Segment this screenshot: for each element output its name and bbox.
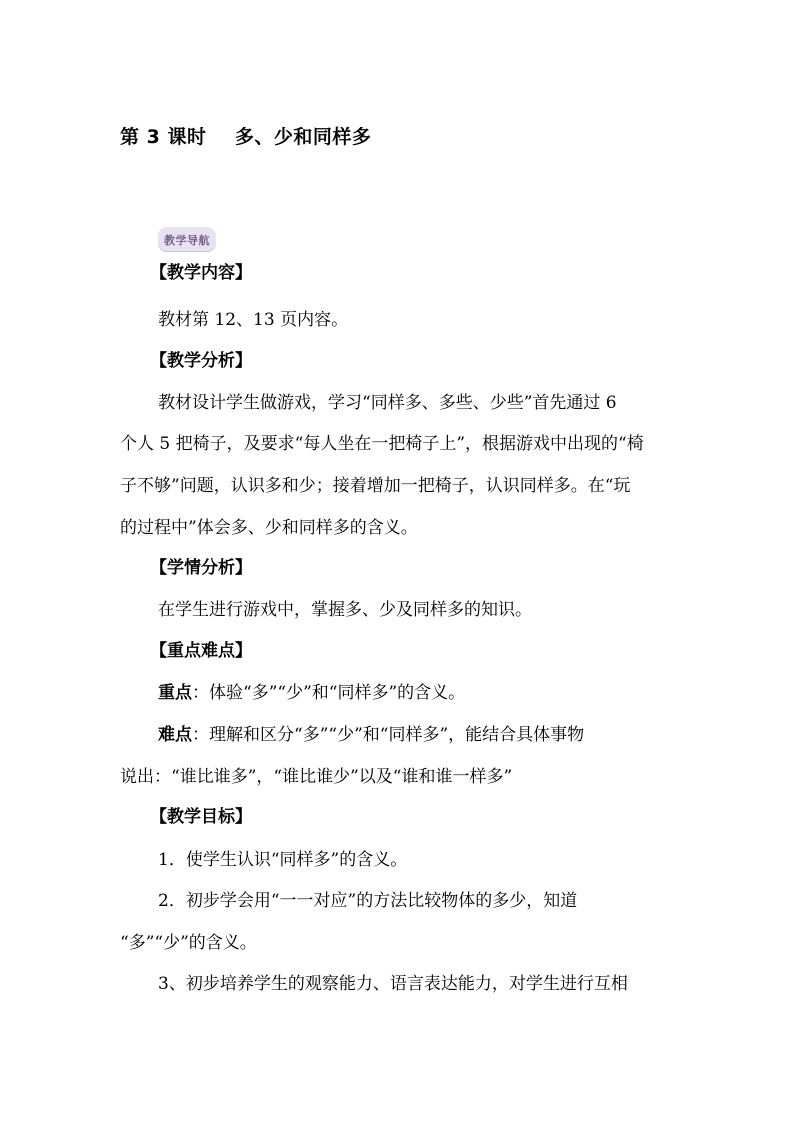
difficulty-line [158,724,584,746]
learner-line: 在学生进行游戏中，掌握多、少及同样多的知识。 [158,600,532,620]
difficulty-text: ：理解和区分“多”“少”和“同样多”，能结合具体事物 [192,725,585,745]
section-heading-analysis: 【教学分析】 [150,351,252,371]
analysis-line: 子不够”问题，认识多和少；接着增加一把椅子，认识同样多。在“玩 [120,476,631,496]
focus-line [158,682,465,704]
focus-text: ：体验“多”“少”和“同样多”的含义。 [192,683,466,703]
focus-label: 重点 [158,683,192,703]
content-line: 教材第 12、13 页内容。 [158,310,349,330]
analysis-line: 的过程中”体会多、少和同样多的含义。 [120,518,418,538]
section-heading-learner: 【学情分析】 [150,558,252,578]
goal-line: 1．使学生认识“同样多”的含义。 [158,850,408,870]
difficulty-line-cont: 说出：“谁比谁多”，“谁比谁少”以及“谁和谁一样多” [120,767,513,787]
goal-line: “多”“少”的含义。 [120,933,257,953]
section-heading-goals: 【教学目标】 [150,807,252,827]
goal-line: 2．初步学会用“一一对应”的方法比较物体的多少，知道 [158,891,578,911]
page-title: 第 3 课时 多、少和同样多 [120,126,372,148]
analysis-line: 教材设计学生做游戏，学习“同样多、多些、少些”首先通过 6 [158,393,617,413]
goal-line: 3、初步培养学生的观察能力、语言表达能力，对学生进行互相 [158,974,628,994]
difficulty-label: 难点 [158,725,192,745]
analysis-line: 个人 5 把椅子，及要求“每人坐在一把椅子上”，根据游戏中出现的“椅 [120,434,644,454]
teaching-nav-label: 教学导航 [164,234,210,247]
section-heading-keypoints: 【重点难点】 [150,641,252,661]
teaching-nav-badge [158,227,216,251]
section-heading-content: 【教学内容】 [150,263,252,283]
